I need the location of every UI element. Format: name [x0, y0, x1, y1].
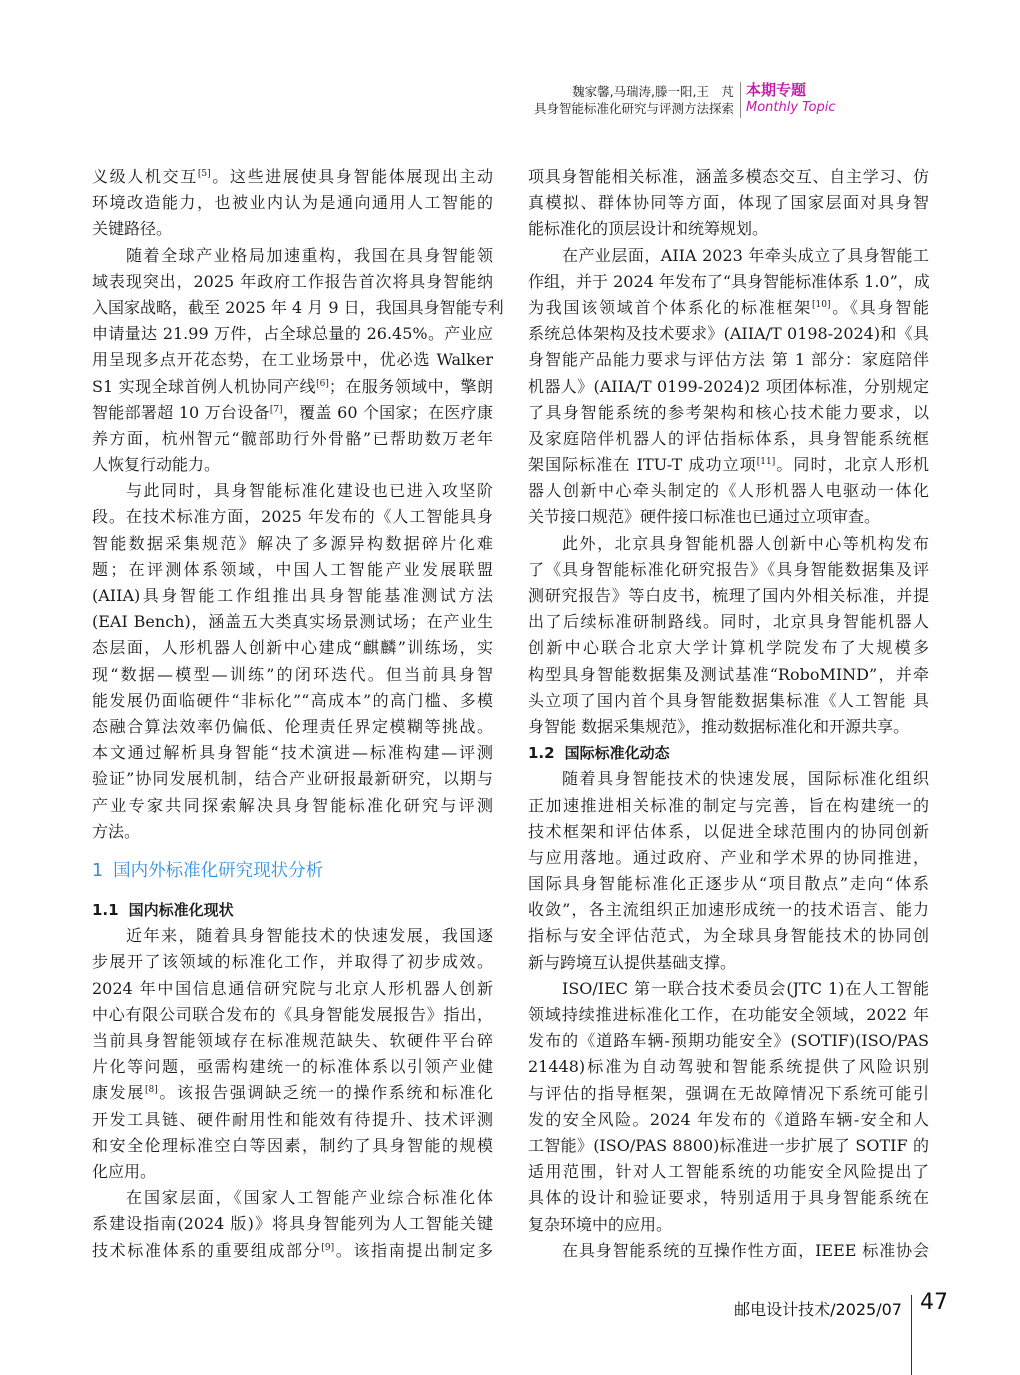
text-segment: 。该指南提出制定多 — [334, 1240, 493, 1260]
heading-text: 国内标准化现状 — [128, 901, 234, 920]
text-segment: 构型具身智能数据集及测试基准“RoboMIND”，并牵 — [528, 664, 929, 684]
text-segment: 随着具身智能技术的快速发展，国际标准化组织 — [562, 769, 929, 789]
text-segment: 智能部署超 10 万台设备 — [92, 402, 270, 422]
text-line — [92, 557, 493, 583]
text-segment: 适用范围，针对人工智能系统的功能安全风险提出了 — [528, 1162, 929, 1182]
text-segment: 系统总体架构及技术要求》(AIIA/T 0198-2024)和《具 — [528, 324, 929, 344]
text-line — [92, 374, 493, 400]
text-line — [528, 295, 929, 321]
text-line — [92, 1159, 493, 1185]
text-segment: 此外，北京具身智能机器人创新中心等机构发布 — [562, 533, 929, 553]
text-line — [92, 688, 493, 714]
text-segment: 义级人机交互 — [92, 167, 198, 186]
text-segment: 康发展 — [92, 1083, 145, 1103]
text-segment: 。该报告强调缺乏统一的操作系统和标准化 — [157, 1083, 493, 1103]
paragraph — [528, 531, 929, 741]
text-line — [528, 897, 929, 923]
column-label — [746, 82, 835, 116]
text-line — [92, 452, 493, 478]
text-line — [92, 243, 493, 269]
text-line — [92, 1028, 493, 1054]
text-line — [528, 1107, 929, 1133]
header-authors: 魏家馨,马瑞涛,滕一阳,王 芃 — [572, 84, 734, 99]
text-segment: 测研究报告》等白皮书，梳理了国内外相关标准，并提 — [528, 586, 929, 605]
text-segment: 为我国该领域首个体系化的标准框架 — [528, 297, 812, 317]
text-segment: 在具身智能系统的互操作性方面，IEEE 标准协会 — [562, 1240, 929, 1260]
text-line — [528, 976, 929, 1002]
text-line — [528, 583, 929, 609]
text-segment: 复杂环境中的应用。 — [528, 1214, 673, 1234]
text-line — [92, 216, 493, 242]
text-line — [528, 1054, 929, 1080]
text-line — [528, 426, 929, 452]
text-line — [92, 635, 493, 661]
text-segment: S1 实现全球首例人机协同产线 — [92, 376, 317, 396]
text-segment: 入国家战略，截至 2025 年 4 月 9 日，我国具身智能专利 — [92, 297, 504, 317]
footer-divider — [911, 1295, 912, 1375]
text-segment: 机器人》(AIIA/T 0199-2024)2 项团体标准，分别规定 — [528, 376, 929, 396]
text-segment: 申请量达 21.99 万件，占全球总量的 26.45%。产业应 — [92, 324, 493, 344]
text-line — [92, 478, 493, 504]
text-segment: 验证”协同发展机制，结合产业研报最新研究，以期与 — [92, 769, 493, 789]
subsection-heading — [92, 897, 493, 923]
topic-label: 本期专题 — [746, 81, 807, 99]
text-segment: 真模拟、群体协同等方面，体现了国家层面对具身智 — [528, 193, 929, 213]
text-line — [92, 347, 493, 373]
text-segment: 技术框架和评估体系，以促进全球范围内的协同创新 — [528, 821, 929, 841]
paragraph — [92, 923, 493, 1185]
text-segment: 新与跨境互认提供基础支撑。 — [528, 952, 737, 972]
text-segment: 态融合算法效率仍偏低、伦理责任界定模糊等挑战。 — [92, 716, 493, 736]
text-segment: 段。在技术标准方面，2025 年发布的《人工智能具身 — [92, 507, 493, 527]
text-segment: 现“数据—模型—训练”的闭环迭代。但当前具身智 — [92, 664, 493, 684]
text-segment: 在产业层面，AIIA 2023 年牵头成立了具身智能工 — [562, 245, 929, 265]
topic-label-en: Monthly Topic — [746, 100, 836, 115]
text-segment: 在国家层面，《国家人工智能产业综合标准化体 — [126, 1188, 493, 1208]
text-segment: 养方面，杭州智元“髋部助行外骨骼”已帮助数万老年 — [92, 428, 493, 448]
paragraph — [92, 1185, 493, 1264]
text-segment: 能发展仍面临硬件“非标化”“高成本”的高门槛、多模 — [92, 690, 493, 710]
text-segment: 作组，并于 2024 年发布了“具身智能标准体系 1.0”，成 — [528, 271, 930, 291]
text-line — [528, 1028, 929, 1054]
text-line — [92, 426, 493, 452]
text-line — [528, 1133, 929, 1159]
text-line — [92, 1080, 493, 1106]
text-segment: 领域持续推进标准化工作，在功能安全领域，2022 年 — [528, 1005, 929, 1024]
subsection-heading — [528, 740, 929, 766]
header-article-title: 具身智能标准化研究与评测方法探索 — [533, 101, 734, 116]
heading-text: 国内外标准化研究现状分析 — [113, 860, 324, 881]
text-line — [92, 504, 493, 530]
text-line — [528, 190, 929, 216]
paragraph — [528, 164, 929, 243]
text-line — [528, 269, 929, 295]
header-divider — [740, 82, 741, 118]
text-segment: 环境改造能力，也被业内认为是通向通用人工智能的 — [92, 193, 493, 213]
text-segment: 态层面，人形机器人创新中心建成“麒麟”训练场，实 — [92, 638, 493, 658]
text-segment: 。同时，北京人形机 — [775, 455, 929, 475]
text-segment: 步展开了该领域的标准化工作，并取得了初步成效。 — [92, 952, 493, 972]
text-segment: 身智能 数据采集规范》，推动数据标准化和开源共享。 — [528, 716, 910, 736]
text-line — [528, 609, 929, 635]
text-segment: 本文通过解析具身智能“技术演进—标准构建—评测 — [92, 743, 493, 763]
text-line — [92, 190, 493, 216]
left-column — [92, 164, 504, 1264]
text-line — [92, 321, 493, 347]
text-segment: 域表现突出，2025 年政府工作报告首次将具身智能纳 — [92, 271, 493, 291]
text-segment: 头立项了国内首个具身智能数据集标准《人工智能 具 — [528, 690, 929, 710]
text-segment: 人恢复行动能力。 — [92, 455, 221, 475]
text-line — [528, 819, 929, 845]
text-line — [528, 766, 929, 792]
page-number: 47 — [920, 1290, 948, 1315]
text-line — [528, 923, 929, 949]
text-line — [92, 1133, 493, 1159]
text-line — [92, 164, 493, 190]
text-segment: 项具身智能相关标准，涵盖多模态交互、自主学习、仿 — [528, 167, 929, 186]
text-line — [528, 1212, 929, 1238]
text-line — [92, 400, 493, 426]
text-segment: (EAI Bench)，涵盖五大类真实场景测试场；在产业生 — [92, 612, 493, 632]
text-segment: 题；在评测体系领域，中国人工智能产业发展联盟 — [92, 559, 493, 579]
text-segment: 关节接口规范》硬件接口标准也已通过立项审查。 — [528, 507, 881, 527]
text-line — [92, 793, 493, 819]
text-segment: 21448)标准为自动驾驶和智能系统提供了风险识别 — [528, 1057, 929, 1077]
text-segment: 与此同时，具身智能标准化建设也已进入攻坚阶 — [126, 481, 493, 501]
text-segment: 与应用落地。通过政府、产业和学术界的协同推进， — [528, 847, 929, 867]
text-segment: 关键路径。 — [92, 219, 173, 239]
paragraph — [92, 478, 493, 845]
text-segment: 能标准化的顶层设计和统筹规划。 — [528, 219, 769, 239]
text-line — [528, 688, 929, 714]
text-line — [92, 976, 493, 1002]
text-segment: 及家庭陪伴机器人的评估指标体系，具身智能系统框 — [528, 428, 929, 448]
text-segment: 出了后续标准研制路线。同时，北京具身智能机器人 — [528, 612, 929, 632]
text-line — [92, 609, 493, 635]
text-line — [528, 164, 929, 190]
text-segment: 工智能》(ISO/PAS 8800)标准进一步扩展了 SOTIF 的 — [528, 1135, 929, 1155]
text-segment: 产业专家共同探索解决具身智能标准化研究与评测 — [92, 795, 493, 815]
text-line — [528, 635, 929, 661]
text-segment: 化应用。 — [92, 1161, 157, 1181]
text-segment: 技术标准体系的重要组成部分 — [92, 1240, 322, 1260]
text-segment: 开发工具链、硬件耐用性和能效有待提升、技术评测 — [92, 1109, 493, 1129]
text-segment: 收敛”，各主流组织正加速形成统一的技术语言、能力 — [528, 900, 929, 920]
text-segment: 国际具身智能标准化正逐步从“项目散点”走向“体系 — [528, 874, 929, 894]
text-line — [92, 1238, 493, 1264]
text-segment: 当前具身智能领域存在标准规范缺失、软硬件平台碎 — [92, 1031, 493, 1050]
paragraph — [528, 976, 929, 1238]
text-line — [92, 1054, 493, 1080]
text-segment: 发布的《道路车辆-预期功能安全》(SOTIF)(ISO/PAS — [528, 1031, 929, 1051]
text-line — [528, 557, 929, 583]
paragraph — [92, 243, 504, 479]
heading-number: 1.2 — [528, 744, 555, 763]
heading-number: 1 — [92, 860, 104, 881]
citation-ref: [11] — [756, 457, 776, 468]
text-segment: 发的安全风险。2024 年发布的《道路车辆-安全和人 — [528, 1109, 929, 1129]
text-line — [528, 243, 929, 269]
text-segment: ISO/IEC 第一联合技术委员会(JTC 1)在人工智能 — [562, 978, 929, 998]
text-segment: 创新中心联合北京大学计算机学院发布了大规模多 — [528, 638, 929, 658]
text-line — [528, 452, 929, 478]
heading-number: 1.1 — [92, 901, 119, 920]
text-segment: 近年来，随着具身智能技术的快速发展，我国逐 — [126, 926, 493, 946]
text-line — [92, 923, 493, 949]
right-column — [528, 164, 929, 1264]
text-segment: 了具身智能系统的参考架构和核心技术能力要求，以 — [528, 402, 929, 422]
text-line — [528, 1185, 929, 1211]
text-line — [92, 819, 493, 845]
text-line — [92, 714, 493, 740]
text-line — [528, 871, 929, 897]
text-line — [528, 347, 929, 373]
text-line — [528, 400, 929, 426]
text-segment: 身智能产品能力要求与评估方法 第 1 部分：家庭陪伴 — [528, 350, 929, 370]
text-segment: 了《具身智能标准化研究报告》《具身智能数据集及评 — [528, 559, 929, 579]
text-segment: 指标与安全评估范式，为全球具身智能技术的协同创 — [528, 926, 929, 946]
paragraph — [528, 243, 929, 531]
text-line — [92, 1002, 493, 1028]
citation-ref: [6] — [316, 378, 329, 389]
citation-ref: [8] — [144, 1085, 158, 1096]
text-line — [92, 766, 493, 792]
text-line — [528, 531, 929, 557]
running-header — [534, 83, 734, 117]
text-line — [528, 504, 929, 530]
text-line — [528, 321, 929, 347]
text-segment: ；在服务领域中，擎朗 — [328, 376, 493, 396]
text-segment: 正加速推进相关标准的制定与完善，旨在构建统一的 — [528, 795, 929, 815]
text-line — [528, 374, 929, 400]
citation-ref: [5] — [197, 169, 211, 179]
text-segment: 与评估的指导框架，强调在无故障情况下系统可能引 — [528, 1083, 929, 1103]
text-line — [528, 793, 929, 819]
text-segment: 中心有限公司联合发布的《具身智能发展报告》指出， — [92, 1004, 493, 1024]
text-line — [92, 1185, 493, 1211]
text-segment: 随着全球产业格局加速重构，我国在具身智能领 — [126, 245, 493, 265]
text-segment: 架国际标准在 ITU-T 成功立项 — [528, 455, 757, 475]
text-segment: 2024 年中国信息通信研究院与北京人形机器人创新 — [92, 978, 493, 998]
text-segment: 具体的设计和验证要求，特别适用于具身智能系统在 — [528, 1188, 929, 1208]
text-line — [92, 662, 493, 688]
citation-ref: [10] — [812, 299, 831, 310]
text-line — [92, 295, 504, 321]
text-line — [528, 1159, 929, 1185]
text-line — [528, 714, 929, 740]
text-segment: 器人创新中心牵头制定的《人形机器人电驱动一体化 — [528, 481, 929, 501]
paragraph — [528, 1238, 929, 1264]
paragraph — [528, 766, 929, 976]
text-line — [92, 531, 493, 557]
paragraph — [92, 164, 493, 243]
text-line — [528, 1238, 929, 1264]
text-segment: 。《具身智能 — [830, 297, 929, 317]
text-segment: ，覆盖 60 个国家；在医疗康 — [282, 402, 493, 422]
text-segment: 和安全伦理标准空白等因素，制约了具身智能的规模 — [92, 1135, 493, 1155]
text-segment: 方法。 — [92, 821, 141, 841]
text-segment: (AIIA)具身智能工作组推出具身智能基准测试方法 — [92, 586, 493, 605]
heading-text: 国际标准化动态 — [564, 744, 670, 763]
text-line — [92, 1211, 493, 1237]
text-segment: 。这些进展使具身智能体展现出主动 — [210, 167, 493, 186]
text-line — [92, 583, 493, 609]
text-line — [528, 950, 929, 976]
citation-ref: [7] — [269, 404, 283, 415]
journal-issue: 邮电设计技术/2025/07 — [734, 1300, 902, 1319]
text-line — [528, 1002, 929, 1028]
text-line — [92, 740, 493, 766]
text-line — [92, 269, 493, 295]
text-line — [92, 1107, 493, 1133]
text-line — [528, 845, 929, 871]
citation-ref: [9] — [321, 1242, 335, 1253]
text-segment: 片化等问题，亟需构建统一的标准体系以引领产业健 — [92, 1057, 493, 1077]
section-heading — [92, 858, 493, 884]
text-segment: 系建设指南(2024 版)》将具身智能列为人工智能关键 — [92, 1214, 493, 1234]
text-segment: 智能数据采集规范》解决了多源异构数据碎片化难 — [92, 533, 493, 553]
text-line — [528, 1081, 929, 1107]
text-line — [528, 216, 929, 242]
text-segment: 用呈现多点开花态势，在工业场景中，优必选 Walker — [92, 350, 493, 370]
text-line — [92, 949, 493, 975]
text-line — [528, 478, 929, 504]
text-line — [528, 662, 929, 688]
